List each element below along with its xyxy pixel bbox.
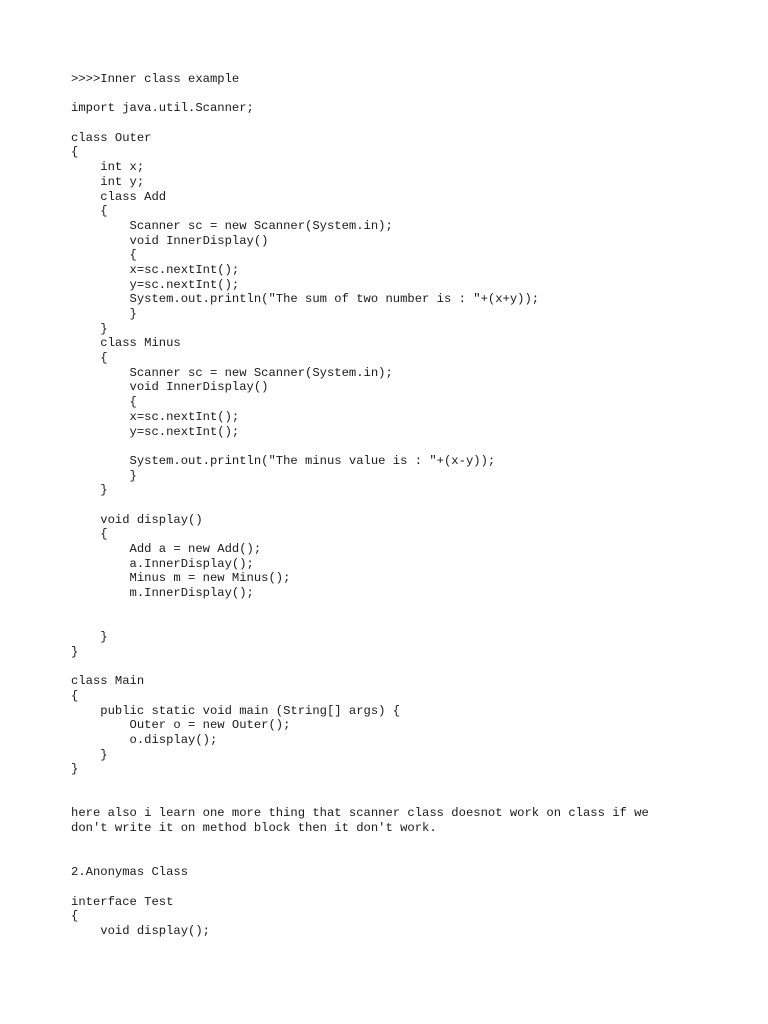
blank-line: [71, 87, 711, 102]
blank-line: [71, 777, 711, 792]
text-line: System.out.println("The minus value is : "+(x-y));: [71, 453, 496, 468]
text-line: {: [71, 688, 79, 703]
text-line: >>>>Inner class example: [71, 72, 240, 86]
text-line: x=sc.nextInt();: [71, 262, 240, 277]
text-line: class Minus: [71, 336, 181, 351]
text-line: void display(): [71, 512, 203, 527]
text-line: {: [71, 527, 108, 542]
text-line: 2.Anonymas Class: [71, 865, 189, 880]
text-line: int y;: [71, 174, 145, 189]
text-line: }: [71, 644, 79, 659]
text-line: {: [71, 909, 79, 924]
text-line: void display();: [71, 923, 210, 938]
text-line: o.display();: [71, 732, 218, 747]
text-line: class Main: [71, 674, 145, 689]
document-text: [71, 72, 711, 939]
text-line: interface Test: [71, 894, 174, 909]
text-line: don't write it on method block then it don't work.: [71, 821, 437, 836]
text-line: Scanner sc = new Scanner(System.in);: [71, 365, 393, 380]
text-line: }: [71, 630, 108, 645]
blank-line: [71, 660, 711, 675]
text-line: {: [71, 145, 79, 160]
text-line: }: [71, 307, 137, 321]
text-line: {: [71, 204, 108, 219]
text-line: void InnerDisplay(): [71, 233, 269, 248]
blank-line: [71, 615, 711, 630]
blank-line: [71, 880, 711, 895]
text-line: }: [71, 747, 108, 762]
text-line: }: [71, 321, 108, 336]
text-line: y=sc.nextInt();: [71, 424, 240, 439]
text-line: Outer o = new Outer();: [71, 718, 291, 733]
text-line: y=sc.nextInt();: [71, 277, 240, 292]
text-line: Add a = new Add();: [71, 542, 262, 556]
blank-line: [71, 439, 711, 454]
blank-line: [71, 498, 711, 513]
text-line: class Outer: [71, 130, 152, 145]
text-line: void InnerDisplay(): [71, 380, 269, 395]
text-line: m.InnerDisplay();: [71, 586, 254, 601]
text-line: System.out.println("The sum of two number is : "+(x+y));: [71, 292, 540, 307]
blank-line: [71, 850, 711, 865]
text-line: }: [71, 468, 137, 483]
text-line: int x;: [71, 160, 145, 175]
text-line: import java.util.Scanner;: [71, 101, 254, 116]
text-line: public static void main (String[] args) {: [71, 703, 401, 718]
text-line: {: [71, 248, 137, 263]
text-line: }: [71, 762, 79, 777]
text-line: Scanner sc = new Scanner(System.in);: [71, 218, 393, 233]
text-line: {: [71, 351, 108, 366]
text-line: class Add: [71, 189, 167, 204]
blank-line: [71, 792, 711, 807]
text-line: {: [71, 395, 137, 410]
blank-line: [71, 836, 711, 851]
text-line: here also i learn one more thing that scanner class doesnot work on class if we: [71, 806, 649, 821]
text-line: x=sc.nextInt();: [71, 409, 240, 424]
text-line: }: [71, 483, 108, 498]
text-line: Minus m = new Minus();: [71, 571, 291, 586]
blank-line: [71, 116, 711, 131]
text-line: a.InnerDisplay();: [71, 556, 254, 571]
blank-line: [71, 601, 711, 616]
